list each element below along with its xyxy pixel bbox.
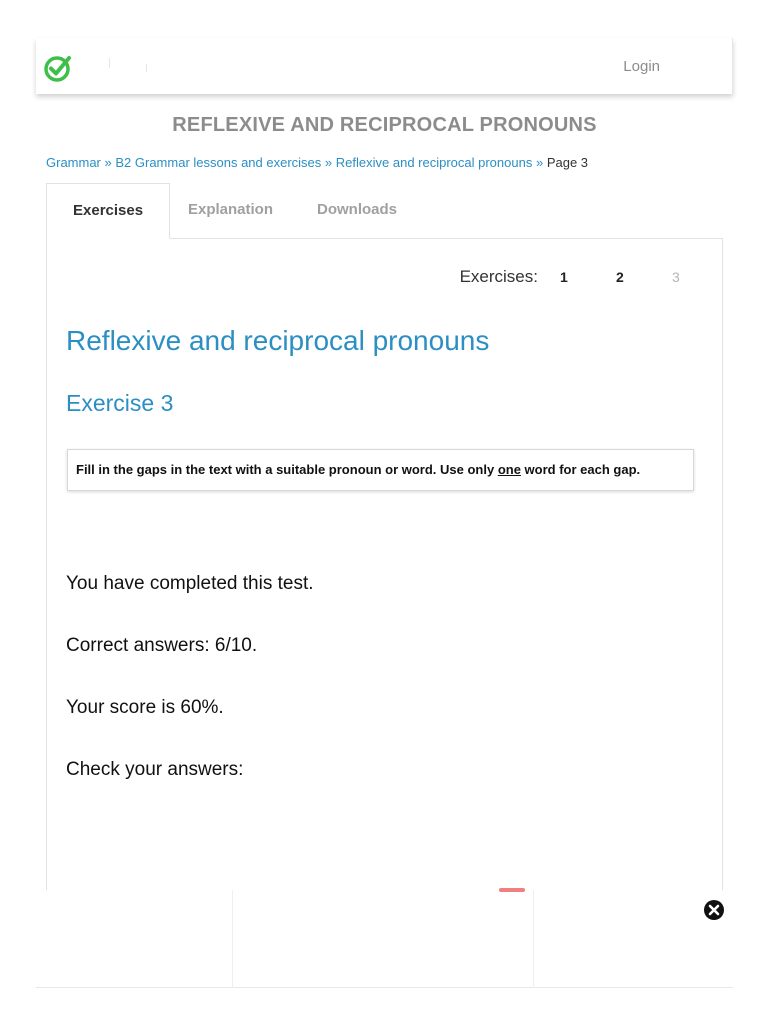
instructions-text-end: word for each gap. (520, 462, 641, 477)
breadcrumb-item-reflexive-pronouns[interactable]: Reflexive and reciprocal pronouns (335, 155, 533, 170)
top-navbar (36, 38, 733, 94)
ad-marker (499, 888, 525, 892)
pager-label: Exercises: (459, 267, 538, 286)
tab-exercises[interactable]: Exercises (46, 183, 170, 239)
nav-divider (146, 64, 147, 72)
page-title: REFLEXIVE AND RECIPROCAL PRONOUNS (172, 114, 597, 136)
breadcrumb-item-grammar[interactable]: Grammar (46, 155, 101, 170)
result-completed: You have completed this test. (66, 573, 314, 594)
exercise-title: Exercise 3 (66, 390, 174, 416)
bottom-ad-banner (36, 890, 733, 988)
pager-current-3: 3 (672, 269, 680, 285)
ad-divider (533, 890, 534, 988)
breadcrumb-separator: » (324, 155, 333, 170)
check-circle-icon[interactable] (44, 54, 72, 82)
instructions-text: Fill in the gaps in the text with a suitable pronoun or word. Use only (76, 462, 498, 477)
ad-divider (232, 890, 233, 988)
pager-link-1[interactable]: 1 (560, 269, 568, 285)
breadcrumb-separator: » (535, 155, 544, 170)
exercise-pager (460, 267, 686, 287)
instructions-emphasis: one (497, 462, 521, 477)
lesson-title: Reflexive and reciprocal pronouns (66, 325, 490, 356)
tab-downloads[interactable]: Downloads (317, 201, 398, 218)
tab-explanation[interactable]: Explanation (188, 201, 274, 218)
nav-divider (109, 58, 110, 68)
close-icon[interactable] (703, 899, 725, 921)
result-score: Your score is 60%. (66, 697, 224, 718)
exercise-panel (46, 238, 723, 898)
login-link[interactable]: Login (623, 58, 660, 75)
result-check-answers: Check your answers: (66, 759, 244, 780)
breadcrumb-separator: » (104, 155, 112, 170)
pager-link-2[interactable]: 2 (616, 269, 624, 285)
breadcrumb (46, 155, 588, 170)
instructions-box (67, 449, 694, 491)
breadcrumb-item-b2-lessons[interactable]: B2 Grammar lessons and exercises (115, 155, 322, 170)
breadcrumb-current: Page 3 (546, 155, 589, 170)
result-correct-answers: Correct answers: 6/10. (66, 635, 258, 656)
